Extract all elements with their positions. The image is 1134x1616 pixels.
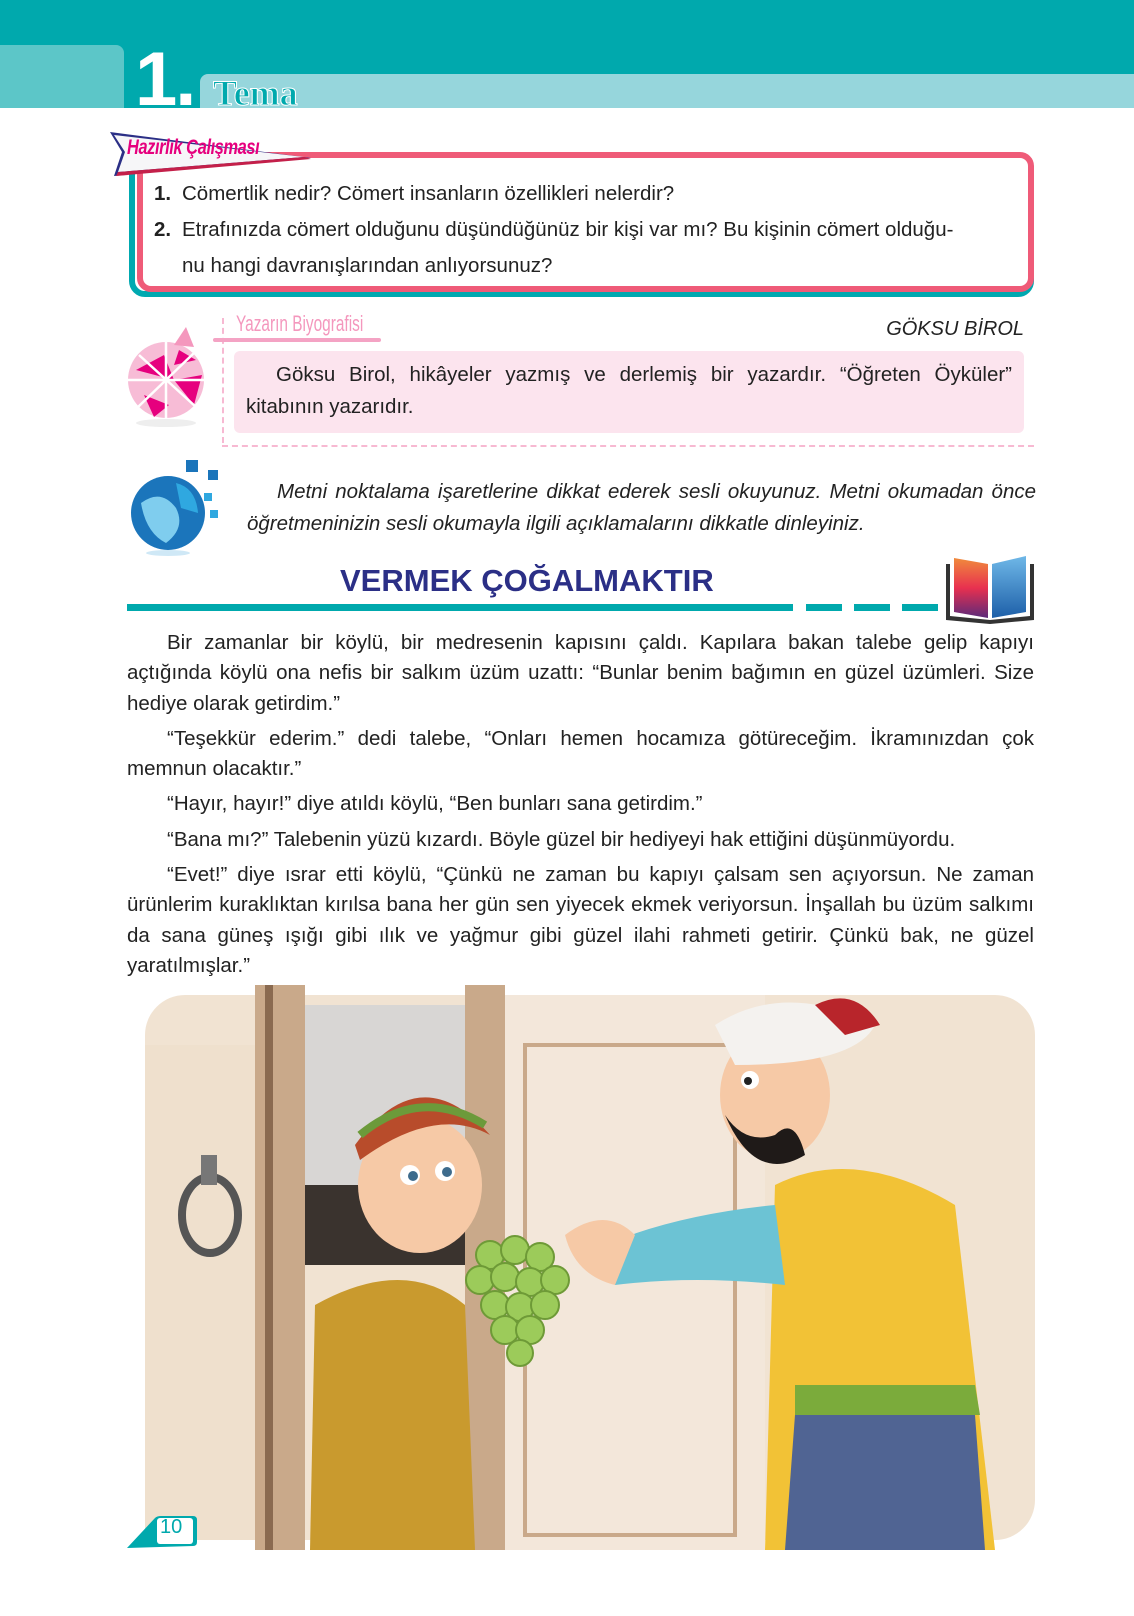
question-1	[154, 176, 674, 212]
reading-instruction: Metni noktalama işaretlerine dikkat ederek sesli okuyunuz. Metni okumadan önce öğretmeninizin sesli okumayla ilgili açıklamalarını dikkatle dinleyiniz.	[247, 480, 1036, 535]
globe-pink-icon	[124, 325, 224, 430]
preparation-title: Hazırlık Çalışması	[127, 136, 260, 159]
title-rule-dash	[902, 604, 938, 611]
question-text: Cömertlik nedir? Cömert insanların özellikleri nelerdir?	[182, 182, 675, 205]
story-title: VERMEK ÇOĞALMAKTIR	[340, 563, 714, 598]
question-number: 1.	[154, 182, 172, 205]
page-number: 10	[160, 1516, 183, 1538]
story-paragraph: “Bana mı?” Talebenin yüzü kızardı. Böyle güzel bir hediyeyi hak ettiğini düşünmüyordu.	[167, 827, 956, 851]
header-band	[200, 74, 1134, 108]
divider	[222, 318, 224, 443]
story-paragraph: “Hayır, hayır!” diye atıldı köylü, “Ben bunları sana getirdim.”	[167, 792, 703, 816]
biography-title: Yazarın Biyografisi	[236, 311, 364, 336]
divider	[213, 338, 381, 342]
chapter-number: 1.	[135, 37, 195, 122]
title-rule-dash	[854, 604, 890, 611]
story-illustration	[135, 985, 1045, 1550]
author-name: GÖKSU BİROL	[886, 318, 1024, 340]
open-book-icon	[944, 554, 1039, 626]
story-paragraph: Bir zamanlar bir köylü, bir medresenin kapısını çaldı. Kapılara bakan talebe gelip kapıyı açtığında köylü ona nefis bir salkım üzüm uzattı: “Bunlar benim bağımın en güzel üzümleri. Size hediye olarak getirdim.”	[127, 631, 1034, 715]
divider	[222, 445, 1034, 447]
globe-puzzle-icon	[126, 458, 236, 558]
question-2-cont: nu hangi davranışlarından anlıyorsunuz?	[182, 254, 553, 277]
story-paragraph: “Teşekkür ederim.” dedi talebe, “Onları hemen hocamıza götüreceğim. İkramınızdan çok memnun olacaktır.”	[127, 726, 1034, 781]
story-body	[127, 628, 1034, 986]
chapter-label: Tema	[213, 73, 298, 113]
title-rule-dash	[806, 604, 842, 611]
biography-text: Göksu Birol, hikâyeler yazmış ve derlemiş bir yazardır. “Öğreten Öyküler” kitabının yazarıdır.	[234, 351, 1024, 433]
title-rule	[127, 604, 793, 611]
question-2	[154, 212, 953, 248]
story-paragraph: “Evet!” diye ısrar etti köylü, “Çünkü ne zaman bu kapıyı çalsam sen açıyorsun. Ne zaman ürünlerim kuraklıktan kırılsa bana her gün sen yiyecek ekmek veriyorsun. İnşallah bu üzüm salkımı da sana güneş ışığı gibi ılık ve yağmur gibi güzel ilahi rahmeti getirir. Çünkü bak, ne güzel yaratılmışlar.”	[127, 863, 1034, 977]
header-tab	[0, 45, 124, 108]
question-number: 2.	[154, 218, 172, 241]
question-text: Etrafınızda cömert olduğunu düşündüğünüz bir kişi var mı? Bu kişinin cömert olduğu-	[182, 218, 954, 241]
